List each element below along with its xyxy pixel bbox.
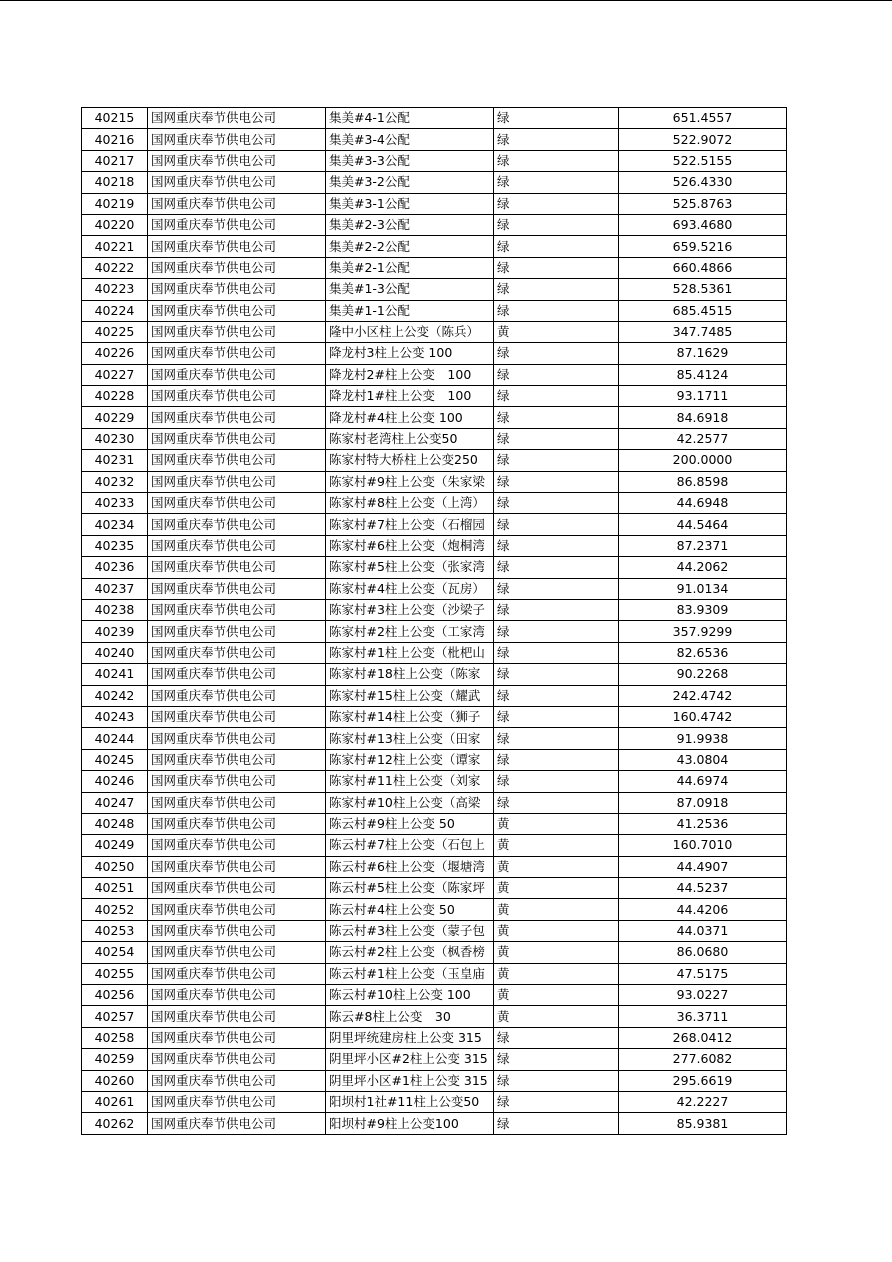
table-row	[82, 706, 787, 727]
company-cell: 国网重庆奉节供电公司	[148, 557, 326, 578]
company-cell: 国网重庆奉节供电公司	[148, 899, 326, 920]
id-cell: 40243	[82, 706, 148, 727]
transformer-name-cell: 陈家村#11柱上公变（刘家	[326, 771, 494, 792]
transformer-name-cell: 阳坝村1社#11柱上公变50	[326, 1091, 494, 1112]
value-cell: 44.5464	[619, 514, 787, 535]
id-cell: 40239	[82, 621, 148, 642]
status-cell: 绿	[494, 685, 619, 706]
id-cell: 40218	[82, 172, 148, 193]
id-cell: 40235	[82, 535, 148, 556]
table-row	[82, 150, 787, 171]
id-cell: 40221	[82, 236, 148, 257]
id-cell: 40230	[82, 428, 148, 449]
transformer-name-cell: 陈家村#18柱上公变（陈家	[326, 664, 494, 685]
value-cell: 93.0227	[619, 985, 787, 1006]
value-cell: 693.4680	[619, 214, 787, 235]
transformer-name-cell: 陈家村#6柱上公变（炮桐湾	[326, 535, 494, 556]
table-row	[82, 813, 787, 834]
transformer-name-cell: 陈家村#2柱上公变（工家湾	[326, 621, 494, 642]
id-cell: 40244	[82, 728, 148, 749]
status-cell: 绿	[494, 1091, 619, 1112]
value-cell: 200.0000	[619, 450, 787, 471]
status-cell: 绿	[494, 236, 619, 257]
transformer-name-cell: 阴里坪统建房柱上公变 315	[326, 1027, 494, 1048]
id-cell: 40227	[82, 364, 148, 385]
transformer-name-cell: 陈家村#4柱上公变（瓦房）	[326, 578, 494, 599]
table-row	[82, 1113, 787, 1134]
company-cell: 国网重庆奉节供电公司	[148, 749, 326, 770]
status-cell: 黄	[494, 835, 619, 856]
transformer-name-cell: 陈云村#3柱上公变（蒙子包	[326, 920, 494, 941]
status-cell: 黄	[494, 899, 619, 920]
status-cell: 绿	[494, 300, 619, 321]
status-cell: 绿	[494, 279, 619, 300]
value-cell: 87.2371	[619, 535, 787, 556]
status-cell: 绿	[494, 642, 619, 663]
table-row	[82, 1091, 787, 1112]
company-cell: 国网重庆奉节供电公司	[148, 279, 326, 300]
transformer-name-cell: 集美#3-2公配	[326, 172, 494, 193]
value-cell: 93.1711	[619, 386, 787, 407]
id-cell: 40219	[82, 193, 148, 214]
id-cell: 40258	[82, 1027, 148, 1048]
id-cell: 40246	[82, 771, 148, 792]
value-cell: 44.4206	[619, 899, 787, 920]
value-cell: 160.4742	[619, 706, 787, 727]
value-cell: 85.4124	[619, 364, 787, 385]
value-cell: 85.9381	[619, 1113, 787, 1134]
transformer-name-cell: 集美#1-1公配	[326, 300, 494, 321]
table-row	[82, 214, 787, 235]
id-cell: 40240	[82, 642, 148, 663]
table-row	[82, 835, 787, 856]
transformer-name-cell: 集美#2-1公配	[326, 257, 494, 278]
value-cell: 160.7010	[619, 835, 787, 856]
company-cell: 国网重庆奉节供电公司	[148, 214, 326, 235]
transformer-name-cell: 阴里坪小区#1柱上公变 315	[326, 1070, 494, 1091]
company-cell: 国网重庆奉节供电公司	[148, 321, 326, 342]
table-row	[82, 578, 787, 599]
value-cell: 660.4866	[619, 257, 787, 278]
table-row	[82, 1027, 787, 1048]
status-cell: 黄	[494, 963, 619, 984]
value-cell: 87.1629	[619, 343, 787, 364]
status-cell: 绿	[494, 364, 619, 385]
transformer-name-cell: 陈云村#6柱上公变（堰塘湾	[326, 856, 494, 877]
value-cell: 526.4330	[619, 172, 787, 193]
id-cell: 40259	[82, 1049, 148, 1070]
table-row	[82, 728, 787, 749]
company-cell: 国网重庆奉节供电公司	[148, 1006, 326, 1027]
value-cell: 44.2062	[619, 557, 787, 578]
value-cell: 242.4742	[619, 685, 787, 706]
id-cell: 40238	[82, 599, 148, 620]
company-cell: 国网重庆奉节供电公司	[148, 172, 326, 193]
transformer-name-cell: 陈家村#3柱上公变（沙梁子	[326, 599, 494, 620]
table-row	[82, 664, 787, 685]
company-cell: 国网重庆奉节供电公司	[148, 728, 326, 749]
table-row	[82, 386, 787, 407]
table-row	[82, 749, 787, 770]
id-cell: 40251	[82, 878, 148, 899]
transformer-name-cell: 陈家村#7柱上公变（石榴园	[326, 514, 494, 535]
id-cell: 40247	[82, 792, 148, 813]
value-cell: 41.2536	[619, 813, 787, 834]
value-cell: 86.0680	[619, 942, 787, 963]
transformer-name-cell: 陈家村#8柱上公变（上湾）	[326, 493, 494, 514]
company-cell: 国网重庆奉节供电公司	[148, 771, 326, 792]
company-cell: 国网重庆奉节供电公司	[148, 856, 326, 877]
status-cell: 绿	[494, 386, 619, 407]
table-row	[82, 493, 787, 514]
table-row	[82, 535, 787, 556]
id-cell: 40220	[82, 214, 148, 235]
transformer-name-cell: 陈家村#5柱上公变（张家湾	[326, 557, 494, 578]
value-cell: 357.9299	[619, 621, 787, 642]
transformer-name-cell: 集美#2-2公配	[326, 236, 494, 257]
company-cell: 国网重庆奉节供电公司	[148, 963, 326, 984]
value-cell: 42.2227	[619, 1091, 787, 1112]
status-cell: 绿	[494, 535, 619, 556]
value-cell: 91.9938	[619, 728, 787, 749]
company-cell: 国网重庆奉节供电公司	[148, 664, 326, 685]
table-row	[82, 343, 787, 364]
transformer-name-cell: 陈家村#15柱上公变（耀武	[326, 685, 494, 706]
company-cell: 国网重庆奉节供电公司	[148, 985, 326, 1006]
status-cell: 黄	[494, 985, 619, 1006]
company-cell: 国网重庆奉节供电公司	[148, 642, 326, 663]
table-row	[82, 1006, 787, 1027]
value-cell: 685.4515	[619, 300, 787, 321]
company-cell: 国网重庆奉节供电公司	[148, 150, 326, 171]
status-cell: 绿	[494, 257, 619, 278]
table-row	[82, 450, 787, 471]
id-cell: 40234	[82, 514, 148, 535]
status-cell: 绿	[494, 557, 619, 578]
transformer-name-cell: 陈云村#9柱上公变 50	[326, 813, 494, 834]
transformer-name-cell: 陈家村#12柱上公变（谭家	[326, 749, 494, 770]
id-cell: 40226	[82, 343, 148, 364]
table-row	[82, 300, 787, 321]
value-cell: 268.0412	[619, 1027, 787, 1048]
status-cell: 黄	[494, 878, 619, 899]
status-cell: 绿	[494, 664, 619, 685]
status-cell: 绿	[494, 108, 619, 129]
transformer-name-cell: 陈云村#1柱上公变（玉皇庙	[326, 963, 494, 984]
company-cell: 国网重庆奉节供电公司	[148, 407, 326, 428]
company-cell: 国网重庆奉节供电公司	[148, 599, 326, 620]
data-table	[81, 107, 787, 1135]
status-cell: 绿	[494, 514, 619, 535]
status-cell: 黄	[494, 813, 619, 834]
company-cell: 国网重庆奉节供电公司	[148, 878, 326, 899]
id-cell: 40261	[82, 1091, 148, 1112]
id-cell: 40228	[82, 386, 148, 407]
transformer-name-cell: 降龙村1#柱上公变 100	[326, 386, 494, 407]
id-cell: 40222	[82, 257, 148, 278]
value-cell: 651.4557	[619, 108, 787, 129]
value-cell: 277.6082	[619, 1049, 787, 1070]
id-cell: 40225	[82, 321, 148, 342]
table-row	[82, 129, 787, 150]
value-cell: 47.5175	[619, 963, 787, 984]
id-cell: 40262	[82, 1113, 148, 1134]
status-cell: 黄	[494, 1006, 619, 1027]
transformer-name-cell: 陈云村#2柱上公变（枫香榜	[326, 942, 494, 963]
status-cell: 绿	[494, 1113, 619, 1134]
status-cell: 绿	[494, 150, 619, 171]
company-cell: 国网重庆奉节供电公司	[148, 792, 326, 813]
value-cell: 44.6974	[619, 771, 787, 792]
company-cell: 国网重庆奉节供电公司	[148, 343, 326, 364]
value-cell: 44.6948	[619, 493, 787, 514]
value-cell: 525.8763	[619, 193, 787, 214]
table-row	[82, 621, 787, 642]
value-cell: 44.5237	[619, 878, 787, 899]
company-cell: 国网重庆奉节供电公司	[148, 1091, 326, 1112]
id-cell: 40248	[82, 813, 148, 834]
transformer-name-cell: 陈家村#14柱上公变（狮子	[326, 706, 494, 727]
id-cell: 40257	[82, 1006, 148, 1027]
status-cell: 黄	[494, 942, 619, 963]
status-cell: 绿	[494, 129, 619, 150]
company-cell: 国网重庆奉节供电公司	[148, 685, 326, 706]
id-cell: 40236	[82, 557, 148, 578]
company-cell: 国网重庆奉节供电公司	[148, 706, 326, 727]
status-cell: 绿	[494, 428, 619, 449]
table-row	[82, 878, 787, 899]
company-cell: 国网重庆奉节供电公司	[148, 493, 326, 514]
table-row	[82, 428, 787, 449]
transformer-name-cell: 集美#2-3公配	[326, 214, 494, 235]
company-cell: 国网重庆奉节供电公司	[148, 514, 326, 535]
id-cell: 40241	[82, 664, 148, 685]
id-cell: 40253	[82, 920, 148, 941]
transformer-name-cell: 陈家村#10柱上公变（高梁	[326, 792, 494, 813]
company-cell: 国网重庆奉节供电公司	[148, 835, 326, 856]
table-row	[82, 321, 787, 342]
table-row	[82, 599, 787, 620]
value-cell: 84.6918	[619, 407, 787, 428]
table-row	[82, 471, 787, 492]
id-cell: 40245	[82, 749, 148, 770]
company-cell: 国网重庆奉节供电公司	[148, 1070, 326, 1091]
value-cell: 36.3711	[619, 1006, 787, 1027]
status-cell: 绿	[494, 792, 619, 813]
transformer-name-cell: 陈云村#4柱上公变 50	[326, 899, 494, 920]
value-cell: 522.5155	[619, 150, 787, 171]
company-cell: 国网重庆奉节供电公司	[148, 813, 326, 834]
value-cell: 44.4907	[619, 856, 787, 877]
table-row	[82, 685, 787, 706]
company-cell: 国网重庆奉节供电公司	[148, 236, 326, 257]
company-cell: 国网重庆奉节供电公司	[148, 428, 326, 449]
id-cell: 40217	[82, 150, 148, 171]
company-cell: 国网重庆奉节供电公司	[148, 535, 326, 556]
id-cell: 40231	[82, 450, 148, 471]
transformer-name-cell: 陈云村#7柱上公变（石包上	[326, 835, 494, 856]
id-cell: 40255	[82, 963, 148, 984]
status-cell: 绿	[494, 728, 619, 749]
company-cell: 国网重庆奉节供电公司	[148, 450, 326, 471]
table-row	[82, 193, 787, 214]
table-row	[82, 108, 787, 129]
id-cell: 40232	[82, 471, 148, 492]
table-row	[82, 236, 787, 257]
table-row	[82, 407, 787, 428]
status-cell: 绿	[494, 599, 619, 620]
transformer-name-cell: 陈家村#9柱上公变（朱家梁	[326, 471, 494, 492]
company-cell: 国网重庆奉节供电公司	[148, 621, 326, 642]
transformer-name-cell: 降龙村2#柱上公变 100	[326, 364, 494, 385]
table-row	[82, 963, 787, 984]
status-cell: 绿	[494, 621, 619, 642]
id-cell: 40223	[82, 279, 148, 300]
status-cell: 绿	[494, 1070, 619, 1091]
transformer-name-cell: 陈家村老湾柱上公变50	[326, 428, 494, 449]
status-cell: 绿	[494, 193, 619, 214]
company-cell: 国网重庆奉节供电公司	[148, 386, 326, 407]
table-row	[82, 1070, 787, 1091]
id-cell: 40242	[82, 685, 148, 706]
status-cell: 绿	[494, 1027, 619, 1048]
company-cell: 国网重庆奉节供电公司	[148, 578, 326, 599]
id-cell: 40252	[82, 899, 148, 920]
table-row	[82, 557, 787, 578]
company-cell: 国网重庆奉节供电公司	[148, 364, 326, 385]
table-row	[82, 920, 787, 941]
value-cell: 91.0134	[619, 578, 787, 599]
value-cell: 82.6536	[619, 642, 787, 663]
id-cell: 40260	[82, 1070, 148, 1091]
status-cell: 黄	[494, 856, 619, 877]
transformer-name-cell: 集美#3-4公配	[326, 129, 494, 150]
status-cell: 黄	[494, 321, 619, 342]
table-row	[82, 856, 787, 877]
value-cell: 86.8598	[619, 471, 787, 492]
table-row	[82, 364, 787, 385]
company-cell: 国网重庆奉节供电公司	[148, 1027, 326, 1048]
id-cell: 40249	[82, 835, 148, 856]
status-cell: 绿	[494, 172, 619, 193]
transformer-name-cell: 陈云#8柱上公变 30	[326, 1006, 494, 1027]
company-cell: 国网重庆奉节供电公司	[148, 471, 326, 492]
company-cell: 国网重庆奉节供电公司	[148, 193, 326, 214]
table-body	[82, 108, 787, 1135]
value-cell: 659.5216	[619, 236, 787, 257]
id-cell: 40254	[82, 942, 148, 963]
value-cell: 83.9309	[619, 599, 787, 620]
status-cell: 绿	[494, 471, 619, 492]
table-row	[82, 1049, 787, 1070]
company-cell: 国网重庆奉节供电公司	[148, 920, 326, 941]
value-cell: 347.7485	[619, 321, 787, 342]
id-cell: 40215	[82, 108, 148, 129]
value-cell: 44.0371	[619, 920, 787, 941]
id-cell: 40256	[82, 985, 148, 1006]
status-cell: 绿	[494, 214, 619, 235]
transformer-name-cell: 集美#4-1公配	[326, 108, 494, 129]
status-cell: 绿	[494, 407, 619, 428]
status-cell: 绿	[494, 1049, 619, 1070]
status-cell: 绿	[494, 706, 619, 727]
transformer-name-cell: 陈云村#5柱上公变（陈家坪	[326, 878, 494, 899]
table-row	[82, 279, 787, 300]
transformer-name-cell: 隆中小区柱上公变（陈兵）	[326, 321, 494, 342]
value-cell: 522.9072	[619, 129, 787, 150]
table-row	[82, 642, 787, 663]
id-cell: 40216	[82, 129, 148, 150]
transformer-name-cell: 陈家村#1柱上公变（枇杷山	[326, 642, 494, 663]
transformer-name-cell: 降龙村3柱上公变 100	[326, 343, 494, 364]
status-cell: 黄	[494, 920, 619, 941]
status-cell: 绿	[494, 493, 619, 514]
transformer-name-cell: 陈云村#10柱上公变 100	[326, 985, 494, 1006]
table-row	[82, 771, 787, 792]
transformer-name-cell: 陈家村#13柱上公变（田家	[326, 728, 494, 749]
company-cell: 国网重庆奉节供电公司	[148, 1049, 326, 1070]
status-cell: 绿	[494, 343, 619, 364]
table-row	[82, 942, 787, 963]
transformer-name-cell: 集美#1-3公配	[326, 279, 494, 300]
status-cell: 绿	[494, 450, 619, 471]
id-cell: 40250	[82, 856, 148, 877]
table-row	[82, 514, 787, 535]
status-cell: 绿	[494, 578, 619, 599]
transformer-name-cell: 陈家村特大桥柱上公变250	[326, 450, 494, 471]
table-row	[82, 985, 787, 1006]
table-row	[82, 899, 787, 920]
transformer-name-cell: 降龙村#4柱上公变 100	[326, 407, 494, 428]
id-cell: 40233	[82, 493, 148, 514]
transformer-name-cell: 集美#3-3公配	[326, 150, 494, 171]
id-cell: 40237	[82, 578, 148, 599]
value-cell: 528.5361	[619, 279, 787, 300]
company-cell: 国网重庆奉节供电公司	[148, 300, 326, 321]
table-row	[82, 257, 787, 278]
value-cell: 90.2268	[619, 664, 787, 685]
company-cell: 国网重庆奉节供电公司	[148, 257, 326, 278]
id-cell: 40224	[82, 300, 148, 321]
status-cell: 绿	[494, 749, 619, 770]
status-cell: 绿	[494, 771, 619, 792]
company-cell: 国网重庆奉节供电公司	[148, 129, 326, 150]
page-top-rule	[0, 0, 892, 1]
company-cell: 国网重庆奉节供电公司	[148, 1113, 326, 1134]
id-cell: 40229	[82, 407, 148, 428]
value-cell: 42.2577	[619, 428, 787, 449]
company-cell: 国网重庆奉节供电公司	[148, 942, 326, 963]
company-cell: 国网重庆奉节供电公司	[148, 108, 326, 129]
table-row	[82, 792, 787, 813]
value-cell: 295.6619	[619, 1070, 787, 1091]
value-cell: 87.0918	[619, 792, 787, 813]
transformer-name-cell: 阳坝村#9柱上公变100	[326, 1113, 494, 1134]
value-cell: 43.0804	[619, 749, 787, 770]
transformer-name-cell: 集美#3-1公配	[326, 193, 494, 214]
table-row	[82, 172, 787, 193]
transformer-name-cell: 阴里坪小区#2柱上公变 315	[326, 1049, 494, 1070]
